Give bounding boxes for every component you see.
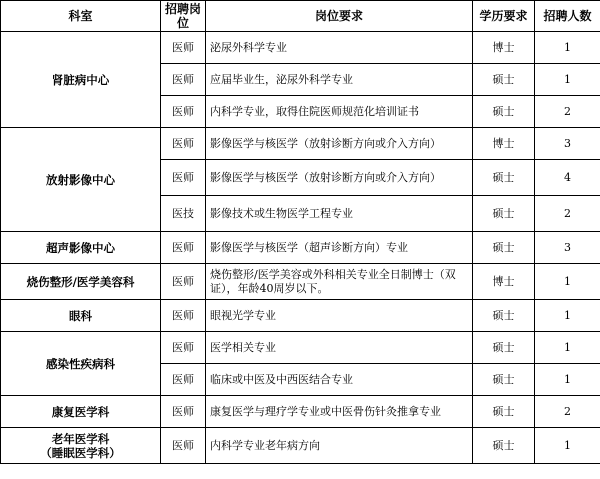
table-row (1, 128, 600, 160)
table-row (1, 332, 600, 364)
education-cell: 硕士 (473, 232, 535, 264)
position-cell: 医师 (161, 364, 206, 396)
education-cell: 博士 (473, 264, 535, 300)
requirement-cell: 医学相关专业 (206, 332, 473, 364)
table-row (1, 300, 600, 332)
requirement-cell: 眼视光学专业 (206, 300, 473, 332)
requirement-cell: 烧伤整形/医学美容或外科相关专业全日制博士（双证），年龄40周岁以下。 (206, 264, 473, 300)
count-cell: 4 (535, 160, 600, 196)
education-cell: 硕士 (473, 396, 535, 428)
count-cell: 1 (535, 364, 600, 396)
position-cell: 医师 (161, 64, 206, 96)
department-cell: 放射影像中心 (1, 128, 161, 232)
requirement-cell: 影像医学与核医学（放射诊断方向或介入方向） (206, 128, 473, 160)
education-cell: 硕士 (473, 300, 535, 332)
position-cell: 医师 (161, 264, 206, 300)
education-cell: 硕士 (473, 160, 535, 196)
department-cell: 老年医学科 （睡眠医学科） (1, 428, 161, 464)
education-cell: 硕士 (473, 196, 535, 232)
education-cell: 博士 (473, 32, 535, 64)
position-cell: 医师 (161, 160, 206, 196)
table-row (1, 264, 600, 300)
education-cell: 硕士 (473, 364, 535, 396)
requirement-cell: 临床或中医及中西医结合专业 (206, 364, 473, 396)
requirement-cell: 影像技术或生物医学工程专业 (206, 196, 473, 232)
position-cell: 医技 (161, 196, 206, 232)
requirement-cell: 内科学专业，取得住院医师规范化培训证书 (206, 96, 473, 128)
count-cell: 1 (535, 300, 600, 332)
position-cell: 医师 (161, 32, 206, 64)
table-row (1, 428, 600, 464)
count-cell: 2 (535, 196, 600, 232)
table-row (1, 396, 600, 428)
department-cell: 肾脏病中心 (1, 32, 161, 128)
department-cell: 康复医学科 (1, 396, 161, 428)
department-cell: 感染性疾病科 (1, 332, 161, 396)
count-cell: 1 (535, 32, 600, 64)
count-cell: 3 (535, 232, 600, 264)
count-cell: 2 (535, 396, 600, 428)
position-cell: 医师 (161, 300, 206, 332)
position-cell: 医师 (161, 128, 206, 160)
requirement-cell: 影像医学与核医学（超声诊断方向）专业 (206, 232, 473, 264)
requirement-cell: 应届毕业生，泌尿外科学专业 (206, 64, 473, 96)
header-row (1, 1, 600, 32)
count-cell: 1 (535, 332, 600, 364)
header-requirement: 岗位要求 (206, 1, 473, 32)
table-row (1, 32, 600, 64)
header-department: 科室 (1, 1, 161, 32)
header-education: 学历要求 (473, 1, 535, 32)
department-cell: 烧伤整形/医学美容科 (1, 264, 161, 300)
education-cell: 博士 (473, 128, 535, 160)
position-cell: 医师 (161, 232, 206, 264)
header-count: 招聘人数 (535, 1, 600, 32)
count-cell: 1 (535, 264, 600, 300)
requirement-cell: 泌尿外科学专业 (206, 32, 473, 64)
count-cell: 2 (535, 96, 600, 128)
position-cell: 医师 (161, 332, 206, 364)
department-cell: 超声影像中心 (1, 232, 161, 264)
count-cell: 1 (535, 428, 600, 464)
education-cell: 硕士 (473, 64, 535, 96)
count-cell: 3 (535, 128, 600, 160)
header-position: 招聘岗位 (161, 1, 206, 32)
education-cell: 硕士 (473, 96, 535, 128)
requirement-cell: 影像医学与核医学（放射诊断方向或介入方向） (206, 160, 473, 196)
department-cell: 眼科 (1, 300, 161, 332)
requirement-cell: 康复医学与理疗学专业或中医骨伤针灸推拿专业 (206, 396, 473, 428)
position-cell: 医师 (161, 396, 206, 428)
table-row (1, 232, 600, 264)
requirement-cell: 内科学专业老年病方向 (206, 428, 473, 464)
education-cell: 硕士 (473, 332, 535, 364)
count-cell: 1 (535, 64, 600, 96)
position-cell: 医师 (161, 96, 206, 128)
education-cell: 硕士 (473, 428, 535, 464)
position-cell: 医师 (161, 428, 206, 464)
